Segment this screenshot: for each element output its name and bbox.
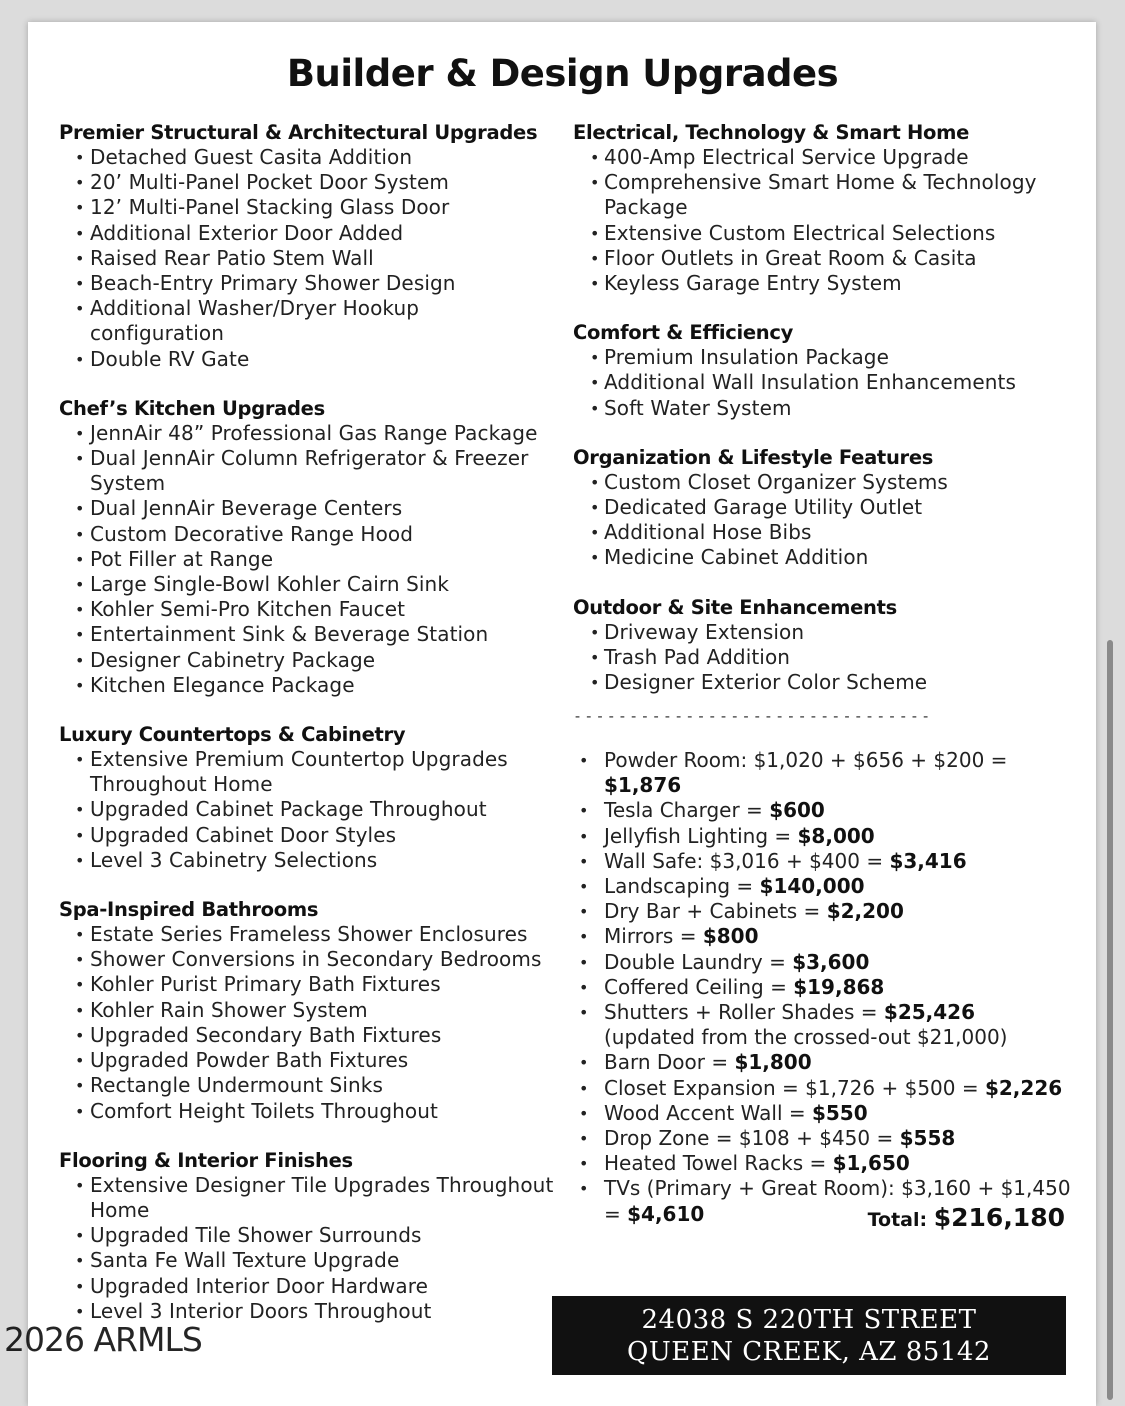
section-heading: Premier Structural & Architectural Upgrades <box>59 121 538 144</box>
upgrade-section <box>59 120 559 372</box>
address-line-2: QUEEN CREEK, AZ 85142 <box>627 1337 991 1367</box>
cost-label: Shutters + Roller Shades = <box>604 1000 884 1025</box>
upgrade-section <box>59 1148 559 1324</box>
upgrade-list <box>59 145 559 372</box>
watermark: 2026 ARMLS <box>4 1320 202 1359</box>
cost-item <box>573 824 1073 849</box>
upgrade-item: • Kohler Rain Shower System <box>59 998 559 1023</box>
cost-item <box>573 1126 1073 1151</box>
upgrade-item: • Comfort Height Toilets Throughout <box>59 1099 559 1124</box>
cost-item <box>573 899 1073 924</box>
upgrade-list <box>573 470 1073 571</box>
section-heading: Chef’s Kitchen Upgrades <box>59 396 325 420</box>
cost-total: $19,868 <box>793 974 885 999</box>
upgrade-item: • Designer Cabinetry Package <box>59 648 559 673</box>
upgrade-section <box>573 445 1073 571</box>
upgrade-item: • Raised Rear Patio Stem Wall <box>59 246 559 271</box>
upgrade-item: • Extensive Designer Tile Upgrades Throughout Home <box>59 1173 559 1223</box>
upgrade-item: • Entertainment Sink & Beverage Station <box>59 622 559 647</box>
cost-total: $3,416 <box>889 848 967 873</box>
cost-label: Coffered Ceiling = <box>604 974 794 999</box>
cost-total: $550 <box>811 1100 868 1125</box>
upgrade-item: • Additional Exterior Door Added <box>59 221 559 246</box>
upgrade-section <box>573 595 1073 696</box>
upgrade-item: • Shower Conversions in Secondary Bedrooms <box>59 947 559 972</box>
upgrade-item: • Custom Closet Organizer Systems <box>573 470 1073 495</box>
left-column <box>59 120 559 1348</box>
cost-item <box>573 1000 1073 1050</box>
upgrade-item: • Additional Wall Insulation Enhancements <box>573 370 1073 395</box>
cost-item <box>573 1101 1073 1126</box>
upgrade-item: • Floor Outlets in Great Room & Casita <box>573 246 1073 271</box>
upgrade-list <box>59 1173 559 1324</box>
total-line <box>868 1203 1065 1232</box>
upgrade-item: • Kohler Semi-Pro Kitchen Faucet <box>59 597 559 622</box>
upgrade-item: • Additional Washer/Dryer Hookup configuration <box>59 296 559 346</box>
total-amount: $216,180 <box>933 1203 1065 1232</box>
cost-item <box>573 1076 1073 1101</box>
upgrade-item: • Premium Insulation Package <box>573 345 1073 370</box>
cost-item <box>573 874 1073 899</box>
upgrade-section <box>573 320 1073 421</box>
upgrade-item: • Custom Decorative Range Hood <box>59 522 559 547</box>
upgrade-item: • 20’ Multi-Panel Pocket Door System <box>59 170 559 195</box>
upgrade-item: • Upgraded Secondary Bath Fixtures <box>59 1023 559 1048</box>
cost-total: $2,200 <box>826 899 904 924</box>
upgrade-section <box>59 897 559 1124</box>
upgrade-item: • 12’ Multi-Panel Stacking Glass Door <box>59 195 559 220</box>
scrollbar[interactable] <box>1107 640 1113 1400</box>
upgrade-item: • Double RV Gate <box>59 347 559 372</box>
upgrade-section <box>59 722 559 873</box>
upgrade-item: • Extensive Custom Electrical Selections <box>573 221 1073 246</box>
upgrade-item: • JennAir 48” Professional Gas Range Package <box>59 421 559 446</box>
cost-item <box>573 849 1073 874</box>
section-heading: Luxury Countertops & Cabinetry <box>59 723 406 747</box>
upgrade-item: • Santa Fe Wall Texture Upgrade <box>59 1248 559 1273</box>
cost-total: $3,600 <box>792 949 870 974</box>
cost-label: Powder Room: $1,020 + $656 + $200 = <box>604 748 1008 772</box>
upgrade-item: • Keyless Garage Entry System <box>573 271 1073 296</box>
upgrade-item: • Dedicated Garage Utility Outlet <box>573 495 1073 520</box>
upgrade-list <box>59 421 559 698</box>
cost-label: Jellyfish Lighting = <box>604 823 798 848</box>
cost-total: $8,000 <box>797 823 875 848</box>
upgrade-item: • Large Single-Bowl Kohler Cairn Sink <box>59 572 559 597</box>
cost-total: $140,000 <box>759 874 865 899</box>
cost-item <box>573 975 1073 1000</box>
section-heading: Spa-Inspired Bathrooms <box>59 898 319 922</box>
upgrade-item: • Dual JennAir Column Refrigerator & Freezer System <box>59 446 559 496</box>
section-heading: Flooring & Interior Finishes <box>59 1148 353 1172</box>
upgrade-item: • Level 3 Cabinetry Selections <box>59 848 559 873</box>
cost-label: Closet Expansion = $1,726 + $500 = <box>604 1075 985 1100</box>
upgrade-item: • Kohler Purist Primary Bath Fixtures <box>59 972 559 997</box>
page-title: Builder & Design Upgrades <box>286 52 839 95</box>
upgrade-item: • Upgraded Tile Shower Surrounds <box>59 1223 559 1248</box>
cost-item <box>573 798 1073 823</box>
upgrade-item: • Medicine Cabinet Addition <box>573 545 1073 570</box>
cost-item <box>573 748 1073 798</box>
section-heading: Organization & Lifestyle Features <box>573 445 934 469</box>
upgrade-list <box>573 620 1073 696</box>
upgrade-item: • Extensive Premium Countertop Upgrades Throughout Home <box>59 747 559 797</box>
cost-total: $1,650 <box>832 1151 910 1176</box>
upgrade-item: • Pot Filler at Range <box>59 547 559 572</box>
upgrade-item: • Dual JennAir Beverage Centers <box>59 496 559 521</box>
address-banner <box>552 1296 1066 1375</box>
cost-item <box>573 950 1073 975</box>
section-heading: Comfort & Efficiency <box>573 321 794 345</box>
upgrade-item: • Upgraded Cabinet Package Throughout <box>59 797 559 822</box>
upgrade-list <box>59 747 559 873</box>
cost-label: Mirrors = <box>604 924 703 949</box>
upgrade-item: • Upgraded Powder Bath Fixtures <box>59 1048 559 1073</box>
cost-item <box>573 1151 1073 1176</box>
cost-label: Landscaping = <box>604 874 760 899</box>
upgrade-item: • Beach-Entry Primary Shower Design <box>59 271 559 296</box>
cost-total: $800 <box>702 924 759 949</box>
right-column <box>573 120 1073 719</box>
upgrade-section <box>573 120 1073 296</box>
cost-label: Heated Towel Racks = <box>604 1151 833 1176</box>
upgrade-section <box>59 396 559 698</box>
upgrade-item: • Upgraded Interior Door Hardware <box>59 1274 559 1299</box>
upgrade-item: • Kitchen Elegance Package <box>59 673 559 698</box>
upgrade-item: • Rectangle Undermount Sinks <box>59 1073 559 1098</box>
cost-item <box>573 1050 1073 1075</box>
upgrade-item: • Additional Hose Bibs <box>573 520 1073 545</box>
upgrade-list <box>573 145 1073 296</box>
cost-label: Barn Door = <box>604 1050 735 1075</box>
address-line-1: 24038 S 220TH STREET <box>641 1305 977 1335</box>
upgrade-list <box>59 922 559 1124</box>
upgrade-item: • Driveway Extension <box>573 620 1073 645</box>
cost-total: $4,610 <box>627 1201 705 1226</box>
upgrade-item: • Upgraded Cabinet Door Styles <box>59 823 559 848</box>
upgrade-item: • Detached Guest Casita Addition <box>59 145 559 170</box>
upgrade-item: • Level 3 Interior Doors Throughout <box>59 1299 559 1324</box>
total-label: Total: <box>867 1209 934 1231</box>
cost-total: $2,226 <box>984 1075 1063 1100</box>
upgrade-list <box>573 345 1073 421</box>
cost-total: $1,800 <box>734 1050 812 1075</box>
cost-total: $25,426 <box>883 1000 975 1025</box>
cost-total: $1,876 <box>604 773 682 798</box>
upgrade-item: • Designer Exterior Color Scheme <box>573 670 1073 695</box>
section-divider: -------------------------------- <box>573 707 933 725</box>
cost-item <box>573 924 1073 949</box>
upgrade-item: • Comprehensive Smart Home & Technology Package <box>573 170 1073 220</box>
cost-note: (updated from the crossed-out $21,000) <box>604 1025 1008 1050</box>
cost-label: Drop Zone = $108 + $450 = <box>604 1126 900 1151</box>
upgrade-item: • Trash Pad Addition <box>573 645 1073 670</box>
upgrade-item: • Soft Water System <box>573 396 1073 421</box>
cost-label: Dry Bar + Cabinets = <box>604 899 827 924</box>
cost-total: $558 <box>899 1126 956 1151</box>
section-heading: Electrical, Technology & Smart Home <box>573 121 970 144</box>
cost-label: Double Laundry = <box>604 949 793 974</box>
cost-label: Tesla Charger = <box>604 798 770 823</box>
upgrade-item: • Estate Series Frameless Shower Enclosures <box>59 922 559 947</box>
cost-label: TVs (Primary + Great Room): $3,160 + $1,450 = <box>604 1176 1071 1226</box>
upgrade-item: • 400-Amp Electrical Service Upgrade <box>573 145 1073 170</box>
cost-list <box>573 748 1073 1227</box>
cost-label: Wood Accent Wall = <box>604 1100 812 1125</box>
cost-label: Wall Safe: $3,016 + $400 = <box>604 848 890 873</box>
cost-total: $600 <box>769 798 825 823</box>
section-heading: Outdoor & Site Enhancements <box>573 595 897 619</box>
